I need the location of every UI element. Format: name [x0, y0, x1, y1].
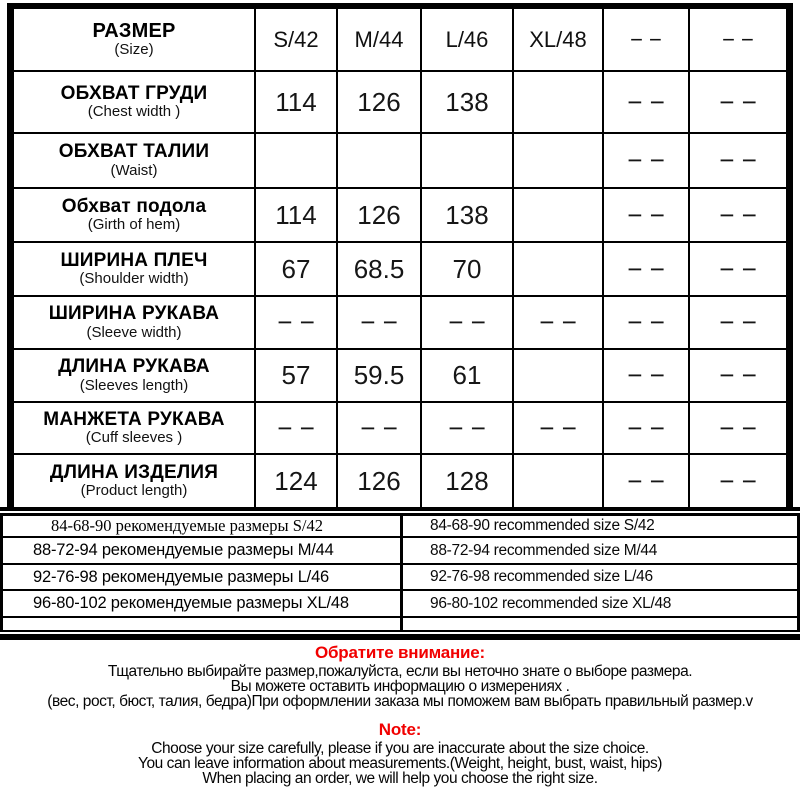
size-column-s42: S/42	[254, 9, 336, 70]
size-cell	[420, 134, 512, 187]
size-cell: − −	[420, 403, 512, 453]
size-cell: − −	[688, 455, 786, 507]
size-cell: 126	[336, 189, 420, 241]
size-cell: 61	[420, 350, 512, 401]
recommended-en: 84-68-90 recommended size S/42	[430, 517, 655, 534]
row-label-en: (Cuff sleeves )	[85, 429, 183, 447]
size-cell: 128	[420, 455, 512, 507]
recommended-en: 96-80-102 recommended size XL/48	[430, 594, 672, 612]
size-cell: 138	[420, 189, 512, 241]
size-cell: − −	[688, 403, 786, 453]
row-label-en: (Girth of hem)	[87, 216, 181, 234]
table-row-sleeve-width	[14, 295, 786, 348]
row-label-cell	[14, 297, 254, 348]
note-title-ru: Обратите внимание:	[314, 643, 486, 662]
size-chart-table	[7, 3, 793, 507]
row-label-ru: Обхват подола	[61, 195, 207, 217]
recommended-row-l46	[3, 565, 797, 591]
note-title-en: Note:	[378, 719, 422, 739]
row-label-en: (Waist)	[110, 161, 158, 179]
size-cell: − −	[336, 297, 420, 348]
header-label-cell	[14, 9, 254, 70]
size-cell: 124	[254, 455, 336, 507]
size-cell: − −	[688, 72, 786, 132]
row-label-en: (Shoulder width)	[79, 270, 189, 288]
size-cell	[512, 189, 602, 241]
size-cell: 68.5	[336, 243, 420, 295]
size-column-m44: M/44	[336, 9, 420, 70]
size-cell	[512, 455, 602, 507]
row-label-cell	[14, 189, 254, 241]
size-cell	[512, 243, 602, 295]
row-label-ru: ШИРИНА РУКАВА	[48, 303, 220, 325]
row-label-cell	[14, 72, 254, 132]
recommended-en: 88-72-94 recommended size M/44	[430, 541, 658, 559]
size-cell: − −	[254, 297, 336, 348]
size-cell: − −	[602, 134, 688, 187]
note-line-en: When placing an order, we will help you choose the right size.	[202, 770, 598, 788]
note-line-en: You can leave information about measurements.(Weight, height, bust, waist, hips)	[137, 754, 663, 772]
row-label-ru: ШИРИНА ПЛЕЧ	[60, 249, 208, 271]
table-row-product-length	[14, 453, 786, 507]
size-cell: − −	[512, 297, 602, 348]
size-cell: 138	[420, 72, 512, 132]
size-cell: − −	[602, 403, 688, 453]
row-label-ru: ДЛИНА ИЗДЕЛИЯ	[49, 461, 219, 483]
size-cell: − −	[688, 243, 786, 295]
row-label-cell	[14, 243, 254, 295]
table-row-hem	[14, 187, 786, 241]
row-label-ru: ОБХВАТ ГРУДИ	[60, 82, 208, 104]
double-line-separator-bottom	[0, 630, 800, 640]
size-cell: − −	[254, 403, 336, 453]
size-column-l46: L/46	[420, 9, 512, 70]
table-row-chest	[14, 70, 786, 132]
size-cell: − −	[602, 243, 688, 295]
size-cell	[512, 134, 602, 187]
row-label-en: (Sleeve width)	[86, 323, 182, 341]
recommended-en: 92-76-98 recommended size L/46	[430, 568, 653, 585]
recommended-ru: 84-68-90 рекомендуемые размеры S/42	[3, 516, 403, 536]
size-cell	[254, 134, 336, 187]
size-column-dash-2: − −	[688, 9, 786, 70]
recommended-ru: 92-76-98 рекомендуемые размеры L/46	[3, 565, 403, 589]
recommended-row-xl48	[3, 591, 797, 618]
table-row-shoulder	[14, 241, 786, 295]
size-cell: − −	[602, 72, 688, 132]
notes-section	[0, 644, 800, 786]
recommended-row-empty	[3, 618, 797, 630]
size-cell: 114	[254, 72, 336, 132]
double-line-separator-top	[0, 507, 800, 516]
row-label-en: (Product length)	[80, 482, 188, 500]
size-cell: 67	[254, 243, 336, 295]
size-cell: − −	[602, 350, 688, 401]
note-line-en: Choose your size carefully, please if you are inaccurate about the size choice.	[151, 739, 649, 757]
recommended-ru	[3, 618, 403, 630]
size-cell: 57	[254, 350, 336, 401]
size-cell: 126	[336, 455, 420, 507]
notes-gap	[0, 710, 800, 721]
size-cell: − −	[688, 189, 786, 241]
recommended-ru: 96-80-102 рекомендуемые размеры XL/48	[3, 591, 403, 616]
row-label-cell	[14, 134, 254, 187]
row-label-ru: ОБХВАТ ТАЛИИ	[58, 141, 210, 163]
row-label-ru: ДЛИНА РУКАВА	[58, 356, 210, 378]
size-cell: 59.5	[336, 350, 420, 401]
size-cell: 126	[336, 72, 420, 132]
header-label-ru: РАЗМЕР	[92, 19, 176, 42]
size-cell: 70	[420, 243, 512, 295]
size-cell: − −	[688, 134, 786, 187]
recommended-ru: 88-72-94 рекомендуемые размеры M/44	[3, 538, 403, 563]
size-cell	[512, 350, 602, 401]
recommended-row-m44	[3, 538, 797, 565]
note-line-ru: Тщательно выбирайте размер,пожалуйста, если вы неточно знате о выборе размера.	[107, 663, 693, 680]
row-label-cell	[14, 350, 254, 401]
size-cell	[336, 134, 420, 187]
row-label-en: (Sleeves length)	[79, 376, 189, 394]
size-cell: − −	[602, 189, 688, 241]
table-row-waist	[14, 132, 786, 187]
recommended-row-s42	[3, 516, 797, 538]
size-cell: − −	[336, 403, 420, 453]
recommended-sizes-section	[0, 516, 800, 630]
size-cell: − −	[602, 455, 688, 507]
size-column-dash-1: − −	[602, 9, 688, 70]
table-header-row	[14, 9, 786, 70]
row-label-cell	[14, 403, 254, 453]
size-cell: − −	[512, 403, 602, 453]
header-label-en: (Size)	[114, 41, 154, 59]
size-cell	[512, 72, 602, 132]
size-cell: − −	[420, 297, 512, 348]
size-column-xl48: XL/48	[512, 9, 602, 70]
size-cell: − −	[688, 350, 786, 401]
size-cell: 114	[254, 189, 336, 241]
table-row-sleeve-length	[14, 348, 786, 401]
size-cell: − −	[602, 297, 688, 348]
row-label-cell	[14, 455, 254, 507]
size-cell: − −	[688, 297, 786, 348]
recommended-en	[403, 618, 797, 630]
row-label-ru: МАНЖЕТА РУКАВА	[43, 408, 225, 430]
note-line-ru: Вы можете оставить информацию о измерениях .	[230, 678, 570, 696]
row-label-en: (Chest width )	[87, 103, 181, 121]
note-line-ru: (вес, рост, бюст, талия, бедра)При оформлении заказа мы поможем вам выбрать правильный размер.v	[47, 693, 753, 711]
table-row-cuff	[14, 401, 786, 453]
